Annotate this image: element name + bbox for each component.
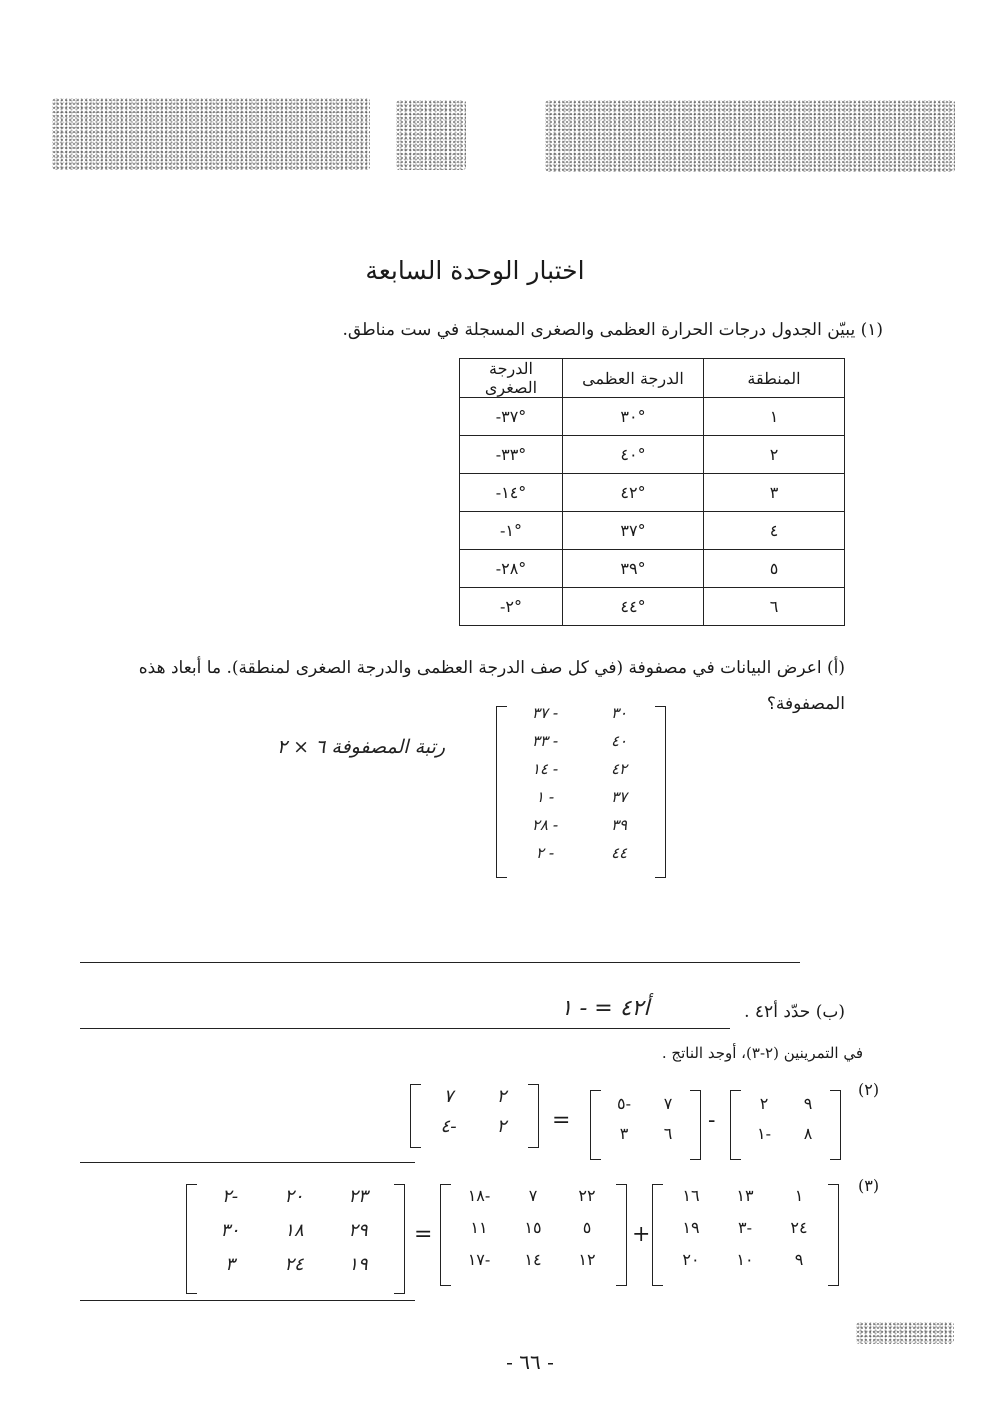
answer-line	[80, 962, 800, 963]
ex3-operator: +	[632, 1222, 651, 1247]
part-b-answer-line	[80, 1028, 730, 1029]
ex3-a-left-bracket	[652, 1184, 663, 1286]
matrix-cell: ٤-	[440, 1116, 457, 1137]
matrix-cell: ٥-	[617, 1094, 631, 1113]
answer-dimension-note: رتبة المصفوفة ٦ × ٢	[276, 736, 445, 758]
matrix-cell: ٤٠	[610, 732, 628, 750]
matrix-cell: ١٠	[736, 1250, 754, 1269]
matrix-cell: ١٦	[682, 1186, 700, 1205]
cell-region: ٦	[704, 588, 845, 626]
ex3-a-right-bracket	[828, 1184, 839, 1286]
page-title: اختبار الوحدة السابعة	[365, 256, 585, 285]
matrix-cell: ٢	[496, 1086, 507, 1107]
matrix-cell: ١٩	[348, 1254, 368, 1275]
ex2-a-right-bracket	[830, 1090, 841, 1160]
matrix-cell: ٢٠	[682, 1250, 700, 1269]
ex2-a-left-bracket	[730, 1090, 741, 1160]
matrix-cell: ١٤	[524, 1250, 542, 1269]
matrix-cell: ٢٠	[284, 1186, 304, 1207]
part-a-line1: (أ) اعرض البيانات في مصفوفة (في كل صف الدرجة العظمى والدرجة الصغرى لمنطقة). ما أبعاد هذه	[138, 658, 845, 678]
header-min: الدرجة الصغرى	[460, 359, 563, 398]
matrix-cell: ٦	[663, 1124, 673, 1143]
cell-min: °٢٨-	[460, 550, 563, 588]
exercises-intro: في التمرينين (٢-٣)، أوجد الناتج .	[661, 1044, 863, 1062]
table-row	[460, 398, 845, 436]
cell-min: °٢-	[460, 588, 563, 626]
ex3-result-left-bracket	[186, 1184, 197, 1294]
footer-scan-noise	[856, 1322, 954, 1344]
matrix-cell: ٢٢	[578, 1186, 596, 1205]
header-region: المنطقة	[704, 359, 845, 398]
answer-matrix	[508, 704, 656, 872]
header-max: الدرجة العظمى	[563, 359, 704, 398]
ex2-result-left-bracket	[410, 1084, 421, 1148]
matrix-cell: ٤٤	[610, 844, 628, 862]
matrix-cell: ٥	[582, 1218, 592, 1237]
matrix-cell: ٣٣ -	[531, 732, 559, 750]
table-row	[460, 550, 845, 588]
table-row	[460, 588, 845, 626]
matrix-cell: ٢-	[221, 1186, 239, 1207]
matrix-cell: ١ -	[535, 788, 555, 806]
answer-matrix-right-bracket	[655, 706, 666, 878]
matrix-cell: ٢٨ -	[531, 816, 559, 834]
header-scan-noise-middle	[396, 100, 466, 170]
matrix-cell: ٢ -	[535, 844, 555, 862]
table-row	[460, 512, 845, 550]
cell-region: ٣	[704, 474, 845, 512]
cell-max: °٣٧	[563, 512, 704, 550]
answer-matrix-left-bracket	[496, 706, 507, 878]
matrix-cell: ٢٣	[348, 1186, 368, 1207]
cell-region: ١	[704, 398, 845, 436]
matrix-cell: ١٩	[682, 1218, 700, 1237]
table-row	[460, 436, 845, 474]
ex3-result-right-bracket	[394, 1184, 405, 1294]
matrix-cell: ٣٧	[610, 788, 628, 806]
cell-max: °٣٩	[563, 550, 704, 588]
matrix-cell: ٣	[619, 1124, 629, 1143]
part-b-label: (ب) حدّد أ٤٢ .	[744, 1002, 845, 1022]
ex2-result-matrix	[422, 1086, 528, 1146]
matrix-cell: ٩	[803, 1094, 813, 1113]
cell-min: °١٤-	[460, 474, 563, 512]
exercise-2-label: (٢)	[858, 1080, 880, 1099]
table-row	[460, 474, 845, 512]
ex3-matrix-b	[452, 1186, 616, 1282]
matrix-cell: ٢	[496, 1116, 507, 1137]
matrix-cell: ١٢	[578, 1250, 596, 1269]
matrix-cell: ٣-	[738, 1218, 752, 1237]
matrix-cell: ٧	[443, 1086, 454, 1107]
matrix-cell: ١	[794, 1186, 804, 1205]
ex3-matrix-a	[664, 1186, 828, 1282]
header-scan-noise-left	[52, 98, 370, 170]
ex3-answer-line	[80, 1300, 415, 1301]
matrix-cell: ١٥	[524, 1218, 542, 1237]
table-header-row	[460, 359, 845, 398]
page-number: - ٦٦ -	[506, 1350, 554, 1374]
matrix-cell: ٣٧ -	[531, 704, 559, 722]
ex2-b-right-bracket	[690, 1090, 701, 1160]
matrix-cell: ٧	[528, 1186, 538, 1205]
matrix-cell: ٣٠	[220, 1220, 240, 1241]
matrix-cell: ١١	[470, 1218, 488, 1237]
matrix-cell: ٣٠	[610, 704, 628, 722]
temperature-table	[459, 358, 845, 626]
matrix-cell: ٣٩	[610, 816, 628, 834]
part-a-line2: المصفوفة؟	[766, 694, 845, 714]
cell-max: °٤٢	[563, 474, 704, 512]
cell-min: °١-	[460, 512, 563, 550]
matrix-cell: ٢	[759, 1094, 769, 1113]
matrix-cell: ١٧-	[467, 1250, 491, 1269]
ex3-b-right-bracket	[616, 1184, 627, 1286]
cell-max: °٤٠	[563, 436, 704, 474]
matrix-cell: ٤٢	[610, 760, 628, 778]
matrix-cell: ١٨	[284, 1220, 304, 1241]
ex2-matrix-b	[602, 1094, 690, 1154]
matrix-cell: ٨	[803, 1124, 813, 1143]
matrix-cell: ٢٩	[348, 1220, 368, 1241]
cell-max: °٣٠	[563, 398, 704, 436]
cell-max: °٤٤	[563, 588, 704, 626]
ex2-matrix-a	[742, 1094, 830, 1154]
matrix-cell: ١٣	[736, 1186, 754, 1205]
matrix-cell: ٧	[663, 1094, 673, 1113]
matrix-cell: ١٤ -	[531, 760, 559, 778]
ex2-b-left-bracket	[590, 1090, 601, 1160]
cell-min: °٣٧-	[460, 398, 563, 436]
matrix-cell: ١-	[757, 1124, 771, 1143]
cell-min: °٣٣-	[460, 436, 563, 474]
ex2-answer-line	[80, 1162, 415, 1163]
cell-region: ٥	[704, 550, 845, 588]
header-scan-noise-right	[545, 100, 955, 172]
matrix-cell: ٣	[225, 1254, 235, 1275]
ex2-equals: =	[552, 1108, 571, 1133]
matrix-cell: ١٨-	[467, 1186, 491, 1205]
cell-region: ٢	[704, 436, 845, 474]
question-1-prompt: (١) يبيّن الجدول درجات الحرارة العظمى والصغرى المسجلة في ست مناطق.	[342, 320, 883, 340]
ex2-result-right-bracket	[528, 1084, 539, 1148]
ex3-b-left-bracket	[440, 1184, 451, 1286]
matrix-cell: ٢٤	[790, 1218, 808, 1237]
matrix-cell: ٩	[794, 1250, 804, 1269]
exercise-3-label: (٣)	[858, 1176, 880, 1195]
matrix-cell: ٢٤	[284, 1254, 304, 1275]
part-b-answer: أ٤٢ = - ١	[560, 996, 650, 1021]
ex3-equals: =	[414, 1222, 433, 1247]
ex3-result-matrix	[198, 1186, 394, 1288]
cell-region: ٤	[704, 512, 845, 550]
ex2-operator: -	[708, 1108, 716, 1133]
